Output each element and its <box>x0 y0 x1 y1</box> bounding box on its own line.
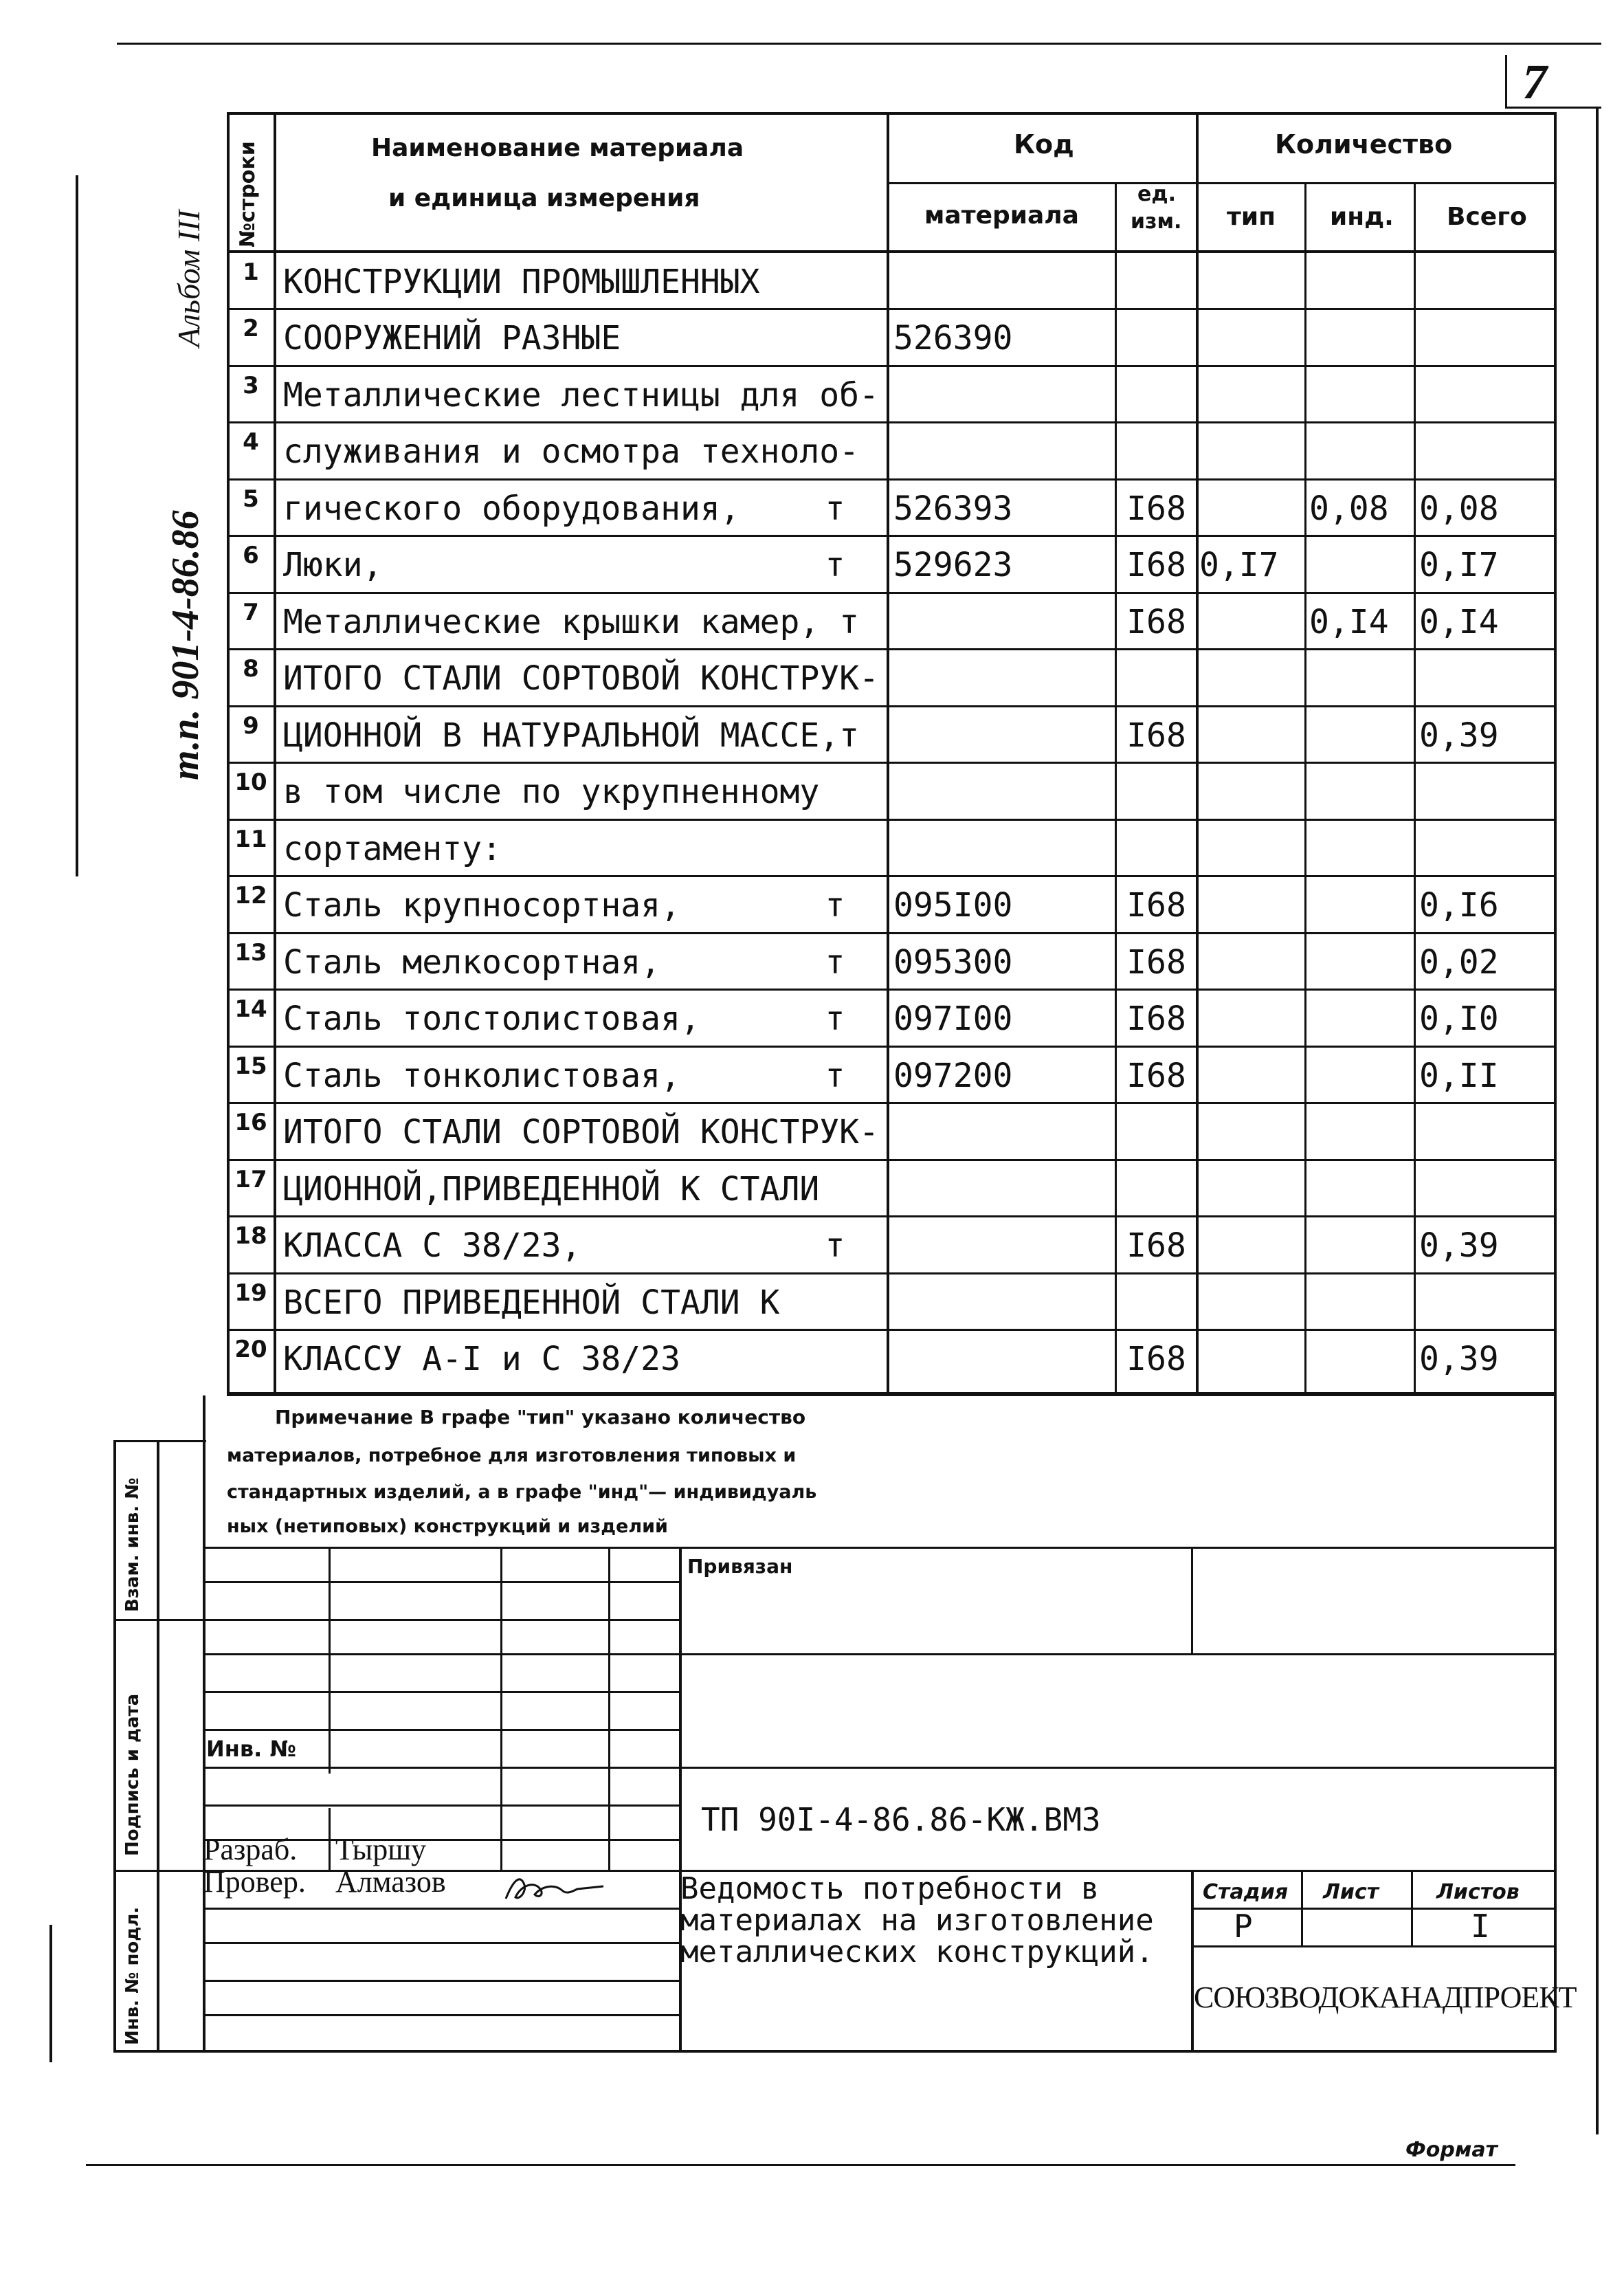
cell-name: ИТОГО СТАЛИ СОРТОВОЙ КОНСТРУК- <box>283 659 879 698</box>
table-row <box>0 593 1624 650</box>
header-name: Наименование материала <box>371 134 744 162</box>
cell-total: 0,II <box>1419 1057 1499 1095</box>
cell-name-unit: т <box>825 1057 845 1095</box>
header-material: материала <box>924 201 1079 230</box>
table-row <box>0 309 1624 366</box>
cell-n: 9 <box>243 712 259 740</box>
cell-total: 0,I0 <box>1419 1000 1499 1038</box>
header-total: Всего <box>1447 203 1527 231</box>
sign-row-7 <box>203 1804 680 1807</box>
cell-n: 17 <box>234 1166 267 1193</box>
cell-total: 0,I6 <box>1419 886 1499 925</box>
cell-unit: I68 <box>1126 1226 1186 1265</box>
cell-unit: I68 <box>1126 489 1186 528</box>
stage-label: Стадия <box>1203 1880 1289 1904</box>
sign-row-10 <box>203 1908 680 1910</box>
cell-name-unit: т <box>825 546 845 584</box>
sign-row-1 <box>203 1581 680 1583</box>
bound-label: Привязан <box>687 1555 793 1578</box>
cell-code: 526390 <box>893 319 1013 357</box>
cell-name: Сталь мелкосортная, <box>283 943 661 982</box>
note-line-4: ных (нетиповых) конструкций и изделий <box>227 1516 668 1537</box>
cell-name: КЛАССУ А-I и С 38/23 <box>283 1340 680 1378</box>
side-label-inv-orig: Инв. № подл. <box>122 1906 143 2045</box>
cell-unit: I68 <box>1126 603 1186 641</box>
cell-ind: 0,08 <box>1309 489 1389 528</box>
table-row <box>0 1160 1624 1217</box>
cell-unit: I68 <box>1126 1000 1186 1038</box>
table-top <box>227 112 1557 115</box>
stage-value: Р <box>1234 1908 1253 1945</box>
top-rule <box>117 43 1601 45</box>
cell-name-unit: т <box>825 489 845 528</box>
stamp-top <box>203 1547 1557 1549</box>
page-number-box-left <box>1505 55 1507 107</box>
page-number: 7 <box>1522 54 1547 109</box>
document-code: ТП 90I-4-86.86-КЖ.ВМ3 <box>701 1801 1101 1838</box>
stamp-strip-sep2 <box>113 1870 206 1872</box>
cell-n: 15 <box>234 1052 267 1080</box>
cell-name: ИТОГО СТАЛИ СОРТОВОЙ КОНСТРУК- <box>283 1113 879 1151</box>
cell-unit: I68 <box>1126 546 1186 584</box>
left-margin-rule-bottom <box>49 1925 52 2062</box>
checker-signature <box>500 1871 610 1906</box>
cell-n: 16 <box>234 1109 267 1136</box>
table-row <box>0 1217 1624 1274</box>
cell-name: в том числе по укрупненному <box>283 773 820 811</box>
cell-name: сортаменту: <box>283 830 502 868</box>
cell-name-unit: т <box>825 943 845 982</box>
organization: СОЮЗВОДОКАНАДПРОЕКТ <box>1194 1980 1577 2014</box>
cell-n: 20 <box>234 1336 267 1363</box>
cell-name: ВСЕГО ПРИВЕДЕННОЙ СТАЛИ К <box>283 1283 780 1322</box>
cell-unit: I68 <box>1126 886 1186 925</box>
cell-n: 2 <box>243 315 259 342</box>
note-line-1: Примечание В графе "тип" указано количество <box>275 1406 806 1428</box>
sign-col-3 <box>608 1547 610 1870</box>
cell-code: 526393 <box>893 489 1013 528</box>
table-row <box>0 650 1624 707</box>
table-row <box>0 1274 1624 1330</box>
table-row <box>0 1330 1624 1393</box>
cell-name: Сталь крупносортная, <box>283 886 680 925</box>
table-row <box>0 707 1624 763</box>
sign-row-3 <box>203 1653 680 1655</box>
cell-n: 11 <box>234 826 267 853</box>
header-quantity: Количество <box>1275 129 1453 159</box>
cell-n: 1 <box>243 258 259 286</box>
table-row <box>0 423 1624 480</box>
header-row-no: №строки <box>236 141 260 247</box>
cell-name: гического оборудования, <box>283 489 740 528</box>
table-row <box>0 1103 1624 1160</box>
stamp-left <box>203 1395 205 2052</box>
project-code-label: т.п. 901-4-86.86 <box>164 510 207 780</box>
cell-total: 0,02 <box>1419 943 1499 982</box>
cell-name: Сталь толстолистовая, <box>283 1000 700 1038</box>
cell-name: СООРУЖЕНИЙ РАЗНЫЕ <box>283 319 621 357</box>
header-unit: ед. <box>1137 182 1176 206</box>
cell-code: 097I00 <box>893 1000 1013 1038</box>
header-code: Код <box>1014 129 1074 159</box>
header-typ: тип <box>1227 203 1276 231</box>
format-label: Формат <box>1405 2138 1498 2162</box>
cell-n: 19 <box>234 1279 267 1307</box>
table-row <box>0 876 1624 934</box>
sign-row-5 <box>203 1729 680 1731</box>
cell-ind: 0,I4 <box>1309 603 1389 641</box>
table-row <box>0 1047 1624 1103</box>
bound-divider <box>1191 1547 1193 1653</box>
stage-col-1 <box>1301 1870 1303 1945</box>
cell-unit: I68 <box>1126 1340 1186 1378</box>
table-row <box>0 366 1624 423</box>
sign-row-12 <box>203 1980 680 1982</box>
cell-total: 0,39 <box>1419 1340 1499 1378</box>
cell-total: 0,39 <box>1419 1226 1499 1265</box>
inv-label: Инв. № <box>206 1736 296 1762</box>
side-label-signature-date: Подпись и дата <box>122 1693 143 1856</box>
cell-total: 0,39 <box>1419 716 1499 755</box>
stamp-strip-top <box>113 1440 206 1442</box>
cell-name-unit: т <box>825 1226 845 1265</box>
cell-name: КОНСТРУКЦИИ ПРОМЫШЛЕННЫХ <box>283 263 760 301</box>
sheets-value: I <box>1471 1908 1490 1945</box>
stage-col-2 <box>1411 1870 1413 1945</box>
table-row <box>0 480 1624 536</box>
header-name-2: и единица измерения <box>388 184 700 212</box>
sheet-label: Лист <box>1323 1880 1379 1904</box>
checker-name: Алмазов <box>335 1865 446 1899</box>
cell-name: Сталь тонколистовая, <box>283 1057 680 1095</box>
developer-name: Тыршу <box>335 1833 427 1866</box>
title-line-3: металлических конструкций. <box>680 1934 1154 1969</box>
table-row <box>0 990 1624 1047</box>
checker-role: Провер. <box>203 1865 306 1899</box>
stage-bottom <box>1191 1945 1557 1947</box>
bound-bottom <box>679 1653 1557 1655</box>
cell-n: 10 <box>234 769 267 796</box>
title-line-1: Ведомость потребности в <box>680 1871 1100 1906</box>
sign-row-6 <box>203 1767 680 1769</box>
cell-n: 3 <box>243 372 259 399</box>
cell-total: 0,I7 <box>1419 546 1499 584</box>
cell-code: 529623 <box>893 546 1013 584</box>
cell-n: 8 <box>243 655 259 683</box>
table-row <box>0 820 1624 876</box>
sign-row-11 <box>203 1942 680 1944</box>
cell-n: 5 <box>243 485 259 513</box>
sign-row-13 <box>203 2014 680 2016</box>
cell-code: 095300 <box>893 943 1013 982</box>
sign-row-2 <box>203 1619 680 1621</box>
header-ind: инд. <box>1330 203 1394 231</box>
cell-n: 7 <box>243 599 259 626</box>
header-unit-2: изм. <box>1131 210 1182 234</box>
cell-n: 4 <box>243 428 259 456</box>
cell-name-unit: т <box>825 1000 845 1038</box>
code-top <box>679 1767 1557 1769</box>
note-line-3: стандартных изделий, а в графе "инд"— индивидуаль <box>227 1481 817 1503</box>
sign-col-4 <box>679 1547 682 2052</box>
bottom-rule <box>86 2164 1515 2166</box>
table-row <box>0 934 1624 990</box>
sign-row-4 <box>203 1691 680 1693</box>
side-label-replace-inv: Взам. инв. № <box>122 1477 143 1612</box>
cell-n: 18 <box>234 1222 267 1250</box>
album-label: Альбом III <box>171 210 206 347</box>
stamp-strip-sep1 <box>113 1619 206 1621</box>
cell-typ: 0,I7 <box>1199 546 1279 584</box>
cell-n: 14 <box>234 995 267 1023</box>
stamp-strip-left <box>113 1440 116 2052</box>
cell-code: 095I00 <box>893 886 1013 925</box>
sign-col-2 <box>500 1547 502 1870</box>
cell-total: 0,08 <box>1419 489 1499 528</box>
cell-code: 097200 <box>893 1057 1013 1095</box>
sheets-label: Листов <box>1436 1880 1520 1904</box>
stamp-strip-inner <box>157 1440 159 2052</box>
title-line-2: материалах на изготовление <box>680 1903 1154 1938</box>
cell-unit: I68 <box>1126 1057 1186 1095</box>
cell-name: Люки, <box>283 546 383 584</box>
title-divider <box>1191 1870 1194 2052</box>
cell-name-unit: т <box>825 886 845 925</box>
cell-name: КЛАССА С 38/23, <box>283 1226 581 1265</box>
table-row <box>0 536 1624 593</box>
developer-role: Разраб. <box>203 1833 298 1866</box>
cell-unit: I68 <box>1126 716 1186 755</box>
cell-name: Металлические крышки камер, т <box>283 603 860 641</box>
cell-n: 6 <box>243 542 259 569</box>
cell-total: 0,I4 <box>1419 603 1499 641</box>
note-line-2: материалов, потребное для изготовления типовых и <box>227 1445 797 1466</box>
cell-n: 12 <box>234 882 267 909</box>
stamp-bottom <box>113 2050 1557 2053</box>
cell-name: ЦИОННОЙ,ПРИВЕДЕННОЙ К СТАЛИ <box>283 1170 820 1208</box>
cell-name: ЦИОННОЙ В НАТУРАЛЬНОЙ МАССЕ,т <box>283 716 860 755</box>
table-row <box>0 253 1624 309</box>
table-row <box>0 763 1624 820</box>
page-number-box-bottom <box>1505 107 1601 109</box>
cell-name: служивания и осмотра техноло- <box>283 432 860 471</box>
cell-unit: I68 <box>1126 943 1186 982</box>
cell-name: Металлические лестницы для об- <box>283 376 879 415</box>
cell-n: 13 <box>234 939 267 967</box>
header-mid <box>887 182 1557 184</box>
